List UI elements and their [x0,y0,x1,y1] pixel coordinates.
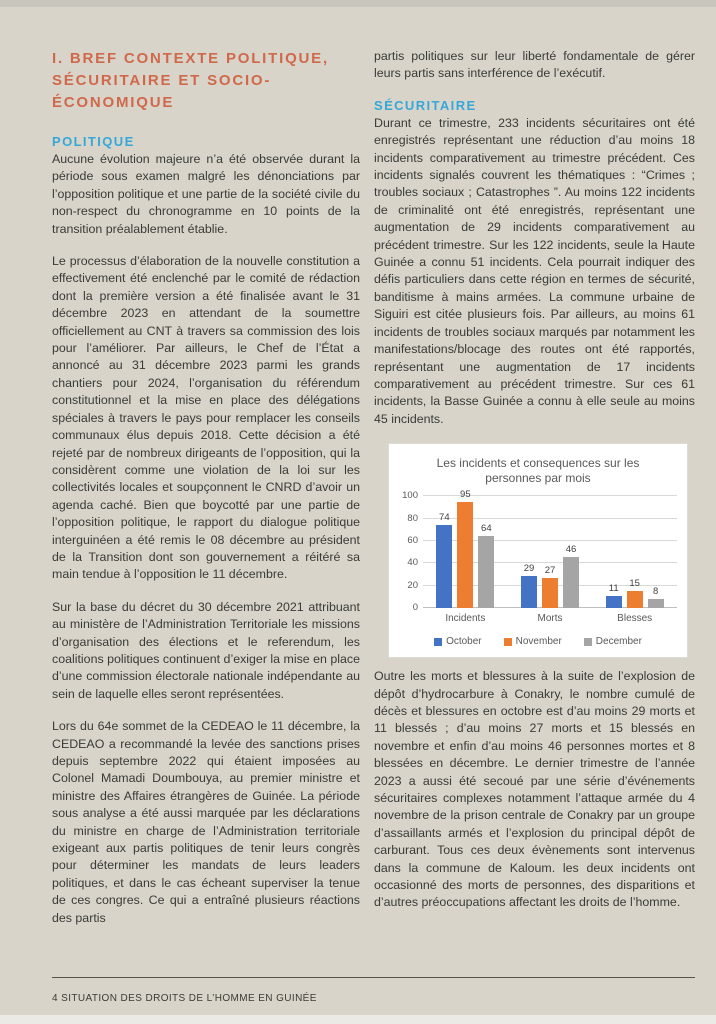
chart-plot-area [423,488,677,608]
bar-value-label: 46 [565,543,577,555]
chart-legend [399,636,677,647]
legend-item [584,636,642,647]
page-top-edge [0,0,716,7]
y-tick-label: 80 [407,512,418,524]
chart-bar [436,512,452,608]
incidents-chart [388,443,688,658]
chart-bar [606,582,622,608]
chart-category-axis [423,613,677,624]
paragraph: Le processus d’élaboration de la nouvelle constitution a effectivement été enclenché par le comité de rédaction dont la première version a été finalisée avant le 31 décembre 2023 en attendant de la soumettre officiellement au CNT à travers sa commission des lois pour l’améliorer. Par ailleurs, le Chef de l’État a annoncé au 31 décembre 2023 parmi les grands chantiers pour 2024, l’organisation du référendum constitutionnel et la mise en place des délégations spéciales à travers le pays pour remplacer les conseils communaux élus depuis 2018. Cette décision a été rejeté par de nombreux dirigeants de l’opposition, qui la considèrent comme une violation de la loi sur les collectivités locales et soupçonnent le CNRD d’avoir un agenda caché. Bien que boycotté par une partie de l’opposition politique, le rapport du dialogue politique interguinéen a été remis le 08 décembre au président de la Transition dont son gouvernement a réitéré sa main tendue à l’opposition le 11 décembre. [52,254,360,582]
chart-bar-groups [423,488,677,608]
y-tick-label: 40 [407,557,418,569]
paragraph: Outre les morts et blessures à la suite de l’explosion de dépôt d’hydrocarbure à Conakry, le nombre cumulé de décès et blessures en octobre est d’au moins 29 morts et 11 blessés ; d’au moins 27 morts et 15 blessés en novembre et enfin d’au moins 46 personnes mortes et 8 blessées en décembre. Le dernier trimestre de l’année 2023 a aussi été secoué par une série d’événements sécuritaires complexes notamment l’attaque armée du 4 novembre de la prison centrale de Conakry par un groupe d’assaillants armés et l’explosion du principal dépôt de carburant. Tous ces deux évènements sont intervenus dans la commune de Kaloum. les deux incidents ont occasionné des morts de personnes, des disparitions et d’autres préoccupations affectant les droits de l’homme. [374,669,695,910]
page-content [52,48,695,942]
chart-bar-group [508,496,593,608]
chart-bar [478,523,494,608]
bar-value-label: 8 [653,586,659,598]
legend-item [434,636,482,647]
paragraph: Sur la base du décret du 30 décembre 2021 attribuant au ministère de l’Administration Territoriale les missions d’organisation des élections et le referendum, les coalitions politiques continuent d’exiger la mise en place d’une commission électorale nationale indépendante au sein de laquelle elles seront représentées. [52,599,360,701]
bar-value-label: 64 [481,523,492,535]
section-heading-securitaire: SÉCURITAIRE [374,97,477,113]
bar-value-label: 95 [460,488,471,500]
bar-value-label: 15 [629,578,640,590]
paragraph: Lors du 64e sommet de la CEDEAO le 11 décembre, la CEDEAO a recommandé la levée des sanctions prises depuis septembre 2022 qui étaient imposées au Colonel Mamadi Doumbouya, au premier ministre et ministre des Affaires étrangères de Guinée. La période sous analyse a été aussi marquée par les déclarations du ministre en charge de l’Administration territoriale exigeant aux partis politiques de tenir leurs congrès pour déterminer les mandats de leurs leaders politiques, et dans le cas écheant superviser la tenue de ces congres. Ce qui a entraîné plusieurs réactions des partis [52,719,360,925]
chart-bar [542,564,558,608]
y-tick-label: 100 [402,490,418,502]
page-bottom-edge [0,1015,716,1024]
legend-label: October [446,636,482,648]
footer-text: 4 SITUATION DES DROITS DE L’HOMME EN GUINÉE [52,993,317,1004]
legend-label: December [595,636,642,648]
bar-value-label: 29 [523,562,535,574]
chart-title: Les incidents et consequences sur les personnes par mois [436,456,640,486]
footer-divider [52,977,695,978]
paragraph: Durant ce trimestre, 233 incidents sécuritaires ont été enregistrés représentant une réduction d’au moins 18 incidents comparativement au trimestre précédent. Ces incidents signalés couvrent les thématiques : “Crimes ; troubles sociaux ; Catastrophes ”. Au moins 122 incidents de criminalité ont été enregistrés, représentant une augmentation de 29 incidents comparativement au précédent trimestre. Sur les 122 incidents, seule la Haute Guinée a connu 51 incidents. Cela pourrait indiquer des défis particuliers dans cette région en termes de sécurité, banditisme à mains armées. La commune urbaine de Siguiri est citée plusieurs fois. Par ailleurs, au moins 61 incidents de troubles sociaux marqués par notamment les manifestations/blocage des routes ont été rapportés, représentant une augmentation de 17 incidents comparativement au précédent trimestre. Sur ces 61 incidents, la Basse Guinée a connu à elle seule au moins 45 incidents. [374,115,695,426]
column-left [52,48,360,942]
chart-bar [457,488,473,608]
chart-bar [627,578,643,608]
legend-swatch [434,638,442,646]
chart-bar [521,562,537,608]
legend-swatch [584,638,592,646]
chart-bar [648,586,664,608]
category-label: Blesses [617,613,653,625]
y-tick-label: 60 [407,534,418,546]
column-right [374,48,695,942]
bar-value-label: 11 [608,582,619,594]
legend-label: November [515,636,562,648]
legend-item [504,636,562,647]
category-label: Incidents [445,613,486,625]
bar-value-label: 27 [544,564,556,576]
paragraph: Aucune évolution majeure n’a été observée durant la période sous examen malgré les dénonciations par l’opposition politique et une partie de la société civile du non-respect du chronogramme en 10 points de la transition préalablement établie. [52,152,360,236]
category-label: Morts [537,613,563,625]
section-heading-politique: POLITIQUE [52,134,135,149]
chart-bar-group [592,496,677,608]
chart-bar-group [423,488,508,608]
chart-bar [563,543,579,609]
paragraph: partis politiques sur leur liberté fondamentale de gérer leurs partis sans interférence de l’exécutif. [374,49,695,81]
page-title: I. BREF CONTEXTE POLITIQUE, SÉCURITAIRE ET SOCIO-ÉCONOMIQUE [52,50,329,111]
legend-swatch [504,638,512,646]
y-tick-label: 0 [412,602,418,614]
chart-y-axis [399,490,423,614]
y-tick-label: 20 [407,579,418,591]
bar-value-label: 74 [439,512,450,524]
chart-body [399,488,677,614]
